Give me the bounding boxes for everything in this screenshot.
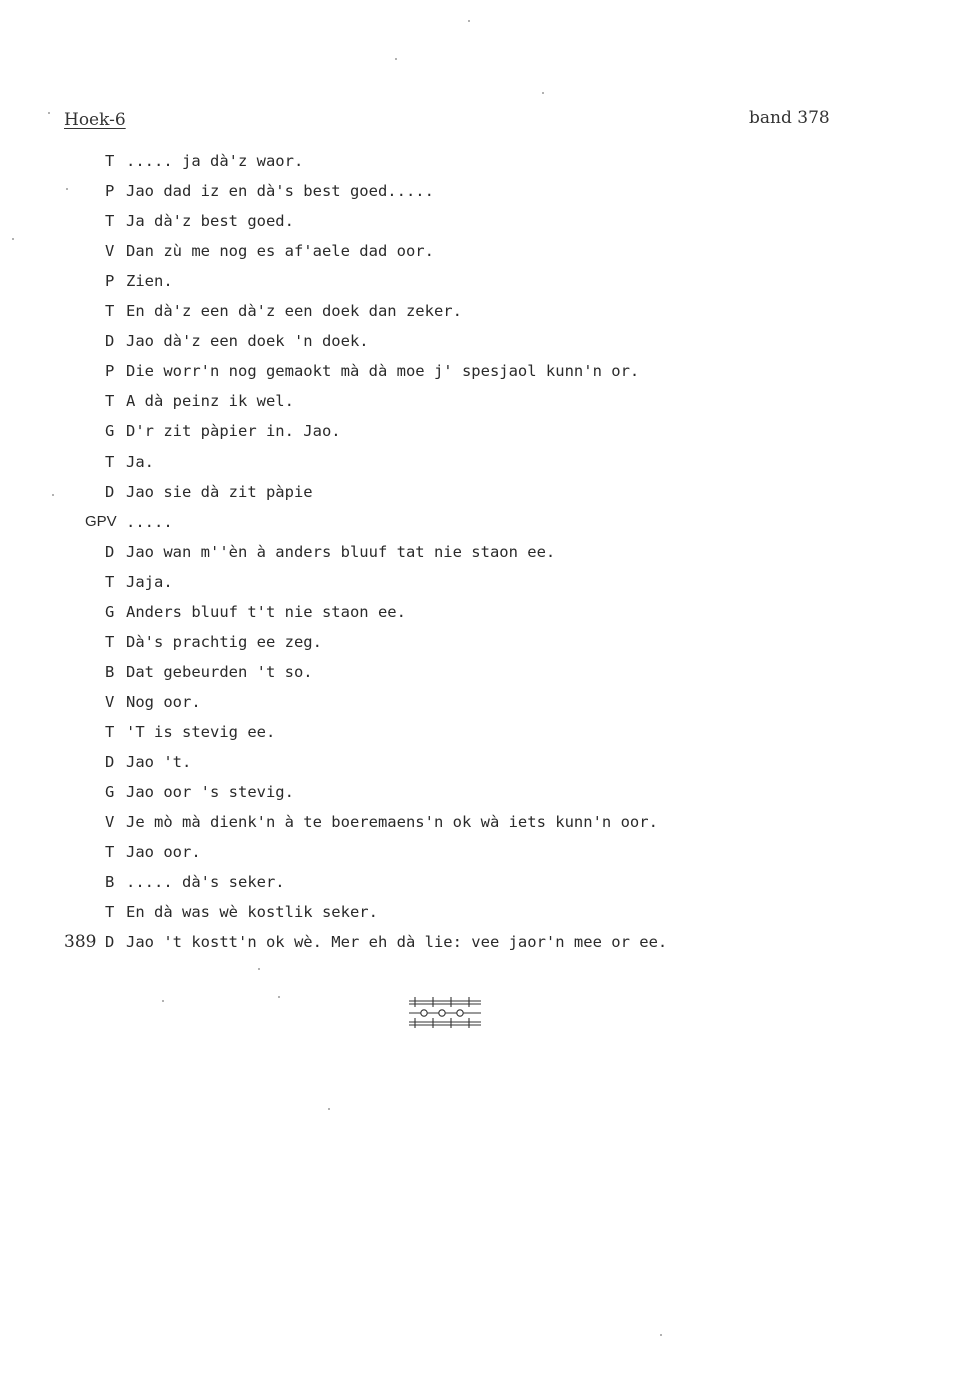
- speaker-code: T: [105, 302, 115, 321]
- utterance-text: Ja.: [126, 452, 154, 471]
- speaker-code: T: [105, 212, 115, 231]
- transcript-line: [0, 421, 979, 441]
- transcript-line: [0, 752, 979, 772]
- transcript-line: [0, 512, 979, 532]
- scan-speck: [660, 1334, 662, 1336]
- speaker-code: D: [105, 753, 115, 771]
- utterance-text: Jao dà'z een doek 'n doek.: [126, 332, 369, 351]
- speaker-code: G: [105, 783, 115, 802]
- transcript-line: [0, 722, 979, 742]
- transcript-line: [0, 181, 979, 201]
- utterance-text: ..... dà's seker.: [126, 873, 285, 892]
- utterance-text: Ja dà'z best goed.: [126, 212, 294, 231]
- utterance-text: A dà peinz ik wel.: [126, 392, 294, 411]
- utterance-text: Jao 't kostt'n ok wè. Mer eh dà lie: vee jaor'n mee or ee.: [126, 933, 668, 952]
- speaker-code: T: [105, 632, 115, 651]
- transcript-line: [0, 391, 979, 411]
- transcript-line: [0, 542, 979, 562]
- speaker-code: T: [105, 452, 115, 471]
- speaker-code: D: [105, 332, 115, 351]
- utterance-text: Jao wan m''èn à anders bluuf tat nie staon ee.: [126, 542, 556, 561]
- utterance-text: Jao dad iz en dà's best goed.....: [126, 182, 434, 201]
- scan-speck: [468, 20, 470, 22]
- transcript-line: [0, 812, 979, 832]
- utterance-text: En dà was wè kostlik seker.: [126, 903, 378, 922]
- transcript-line: [0, 932, 979, 952]
- speaker-code: T: [105, 392, 115, 411]
- utterance-text: Dà's prachtig ee zeg.: [126, 632, 322, 651]
- transcript-line: [0, 692, 979, 712]
- speaker-code: D: [105, 933, 115, 952]
- speaker-code: B: [105, 873, 115, 892]
- speaker-code: P: [105, 272, 115, 291]
- utterance-text: Jao oor 's stevig.: [126, 783, 294, 802]
- scan-speck: [395, 58, 397, 60]
- scan-speck: [12, 238, 14, 240]
- speaker-code: D: [105, 542, 115, 561]
- transcript-line: [0, 872, 979, 892]
- transcript-line: [0, 842, 979, 862]
- scan-speck: [328, 1108, 330, 1110]
- transcript-line: [0, 241, 979, 261]
- utterance-text: .....: [126, 512, 173, 531]
- transcript-line: [0, 452, 979, 472]
- scan-speck: [48, 112, 50, 114]
- speaker-code: V: [105, 692, 115, 711]
- transcript-line: [0, 632, 979, 652]
- transcript-line: [0, 782, 979, 802]
- speaker-code: V: [105, 813, 115, 832]
- utterance-text: Jao sie dà zit pàpie: [126, 482, 313, 501]
- transcript-line: [0, 662, 979, 682]
- tape-number: band 378: [749, 108, 830, 128]
- utterance-text: Je mò mà dienk'n à te boeremaens'n ok wà iets kunn'n oor.: [126, 813, 658, 832]
- transcript-line: [0, 572, 979, 592]
- transcript-line: [0, 151, 979, 171]
- scan-speck: [52, 494, 54, 496]
- speaker-code: T: [105, 722, 115, 741]
- transcript-line: [0, 482, 979, 502]
- transcript-line: [0, 211, 979, 231]
- utterance-text: Die worr'n nog gemaokt mà dà moe j' spesjaol kunn'n or.: [126, 362, 640, 381]
- transcript-line: [0, 902, 979, 922]
- speaker-code: T: [105, 152, 115, 170]
- speaker-code: T: [105, 903, 115, 922]
- scan-speck: [542, 92, 544, 94]
- transcript-line: [0, 271, 979, 291]
- utterance-text: Dan zù me nog es af'aele dad oor.: [126, 242, 434, 261]
- scan-speck: [258, 968, 260, 970]
- scan-speck: [278, 996, 280, 998]
- document-id: Hoek-6: [64, 110, 126, 130]
- speaker-code: P: [105, 182, 115, 201]
- speaker-code: P: [105, 362, 115, 381]
- transcript-line: [0, 301, 979, 321]
- speaker-code: G: [105, 602, 115, 621]
- speaker-code: G: [105, 422, 115, 441]
- transcript-line: [0, 331, 979, 351]
- scan-speck: [162, 1000, 164, 1002]
- speaker-code: T: [105, 843, 115, 862]
- scan-speck: [66, 188, 68, 190]
- utterance-text: Jao oor.: [126, 843, 201, 862]
- speaker-code: T: [105, 572, 115, 591]
- utterance-text: D'r zit pàpier in. Jao.: [126, 422, 341, 441]
- utterance-text: 'T is stevig ee.: [126, 722, 276, 741]
- utterance-text: Zien.: [126, 272, 173, 291]
- speaker-code: D: [105, 482, 115, 501]
- utterance-text: Nog oor.: [126, 692, 201, 711]
- utterance-text: ..... ja dà'z waor.: [126, 152, 304, 170]
- utterance-text: Anders bluuf t't nie staon ee.: [126, 602, 406, 621]
- speaker-code: V: [105, 242, 115, 261]
- end-of-transcript-mark: [405, 994, 485, 1030]
- utterance-text: Jao 't.: [126, 753, 192, 771]
- utterance-text: Dat gebeurden 't so.: [126, 662, 313, 681]
- speaker-code: GPV: [85, 512, 117, 530]
- utterance-text: En dà'z een dà'z een doek dan zeker.: [126, 302, 462, 321]
- speaker-code: B: [105, 662, 115, 681]
- line-number: 389: [64, 932, 97, 953]
- transcript-line: [0, 602, 979, 622]
- utterance-text: Jaja.: [126, 572, 173, 591]
- transcript-line: [0, 361, 979, 381]
